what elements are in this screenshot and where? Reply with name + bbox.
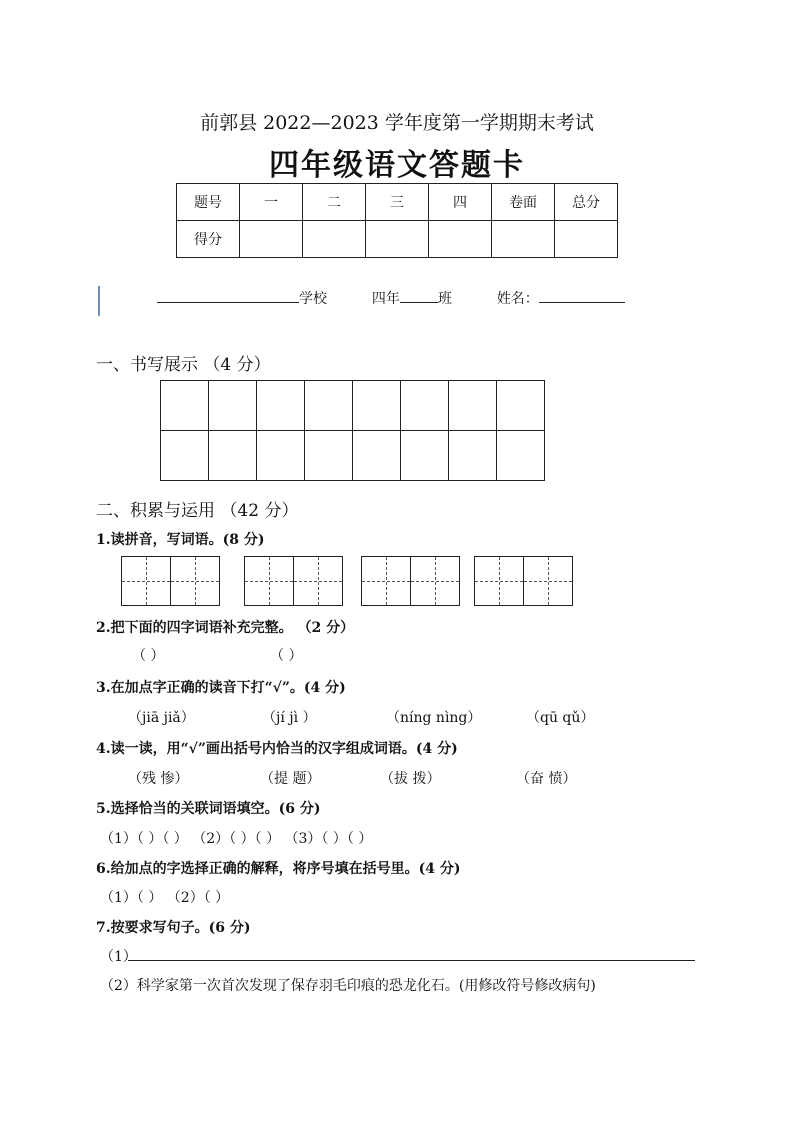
q4-option-4[interactable]: （奋 愤） xyxy=(516,771,577,787)
q7-title: 7.按要求写句子。(6 分) xyxy=(96,920,251,936)
q2-title: 2.把下面的四字词语补充完整。 （2 分） xyxy=(96,620,355,636)
page-title: 四年级语文答题卡 xyxy=(269,148,525,183)
score-header-cell: 四 xyxy=(429,184,492,221)
q6-answer-blanks[interactable]: （1）（ ） （2）（ ） xyxy=(100,890,230,906)
pinyin-box-4[interactable] xyxy=(474,556,573,606)
q6-title: 6.给加点的字选择正确的解释，将序号填在括号里。(4 分) xyxy=(96,861,461,877)
score-header-cell: 总分 xyxy=(555,184,618,221)
q3-option-2[interactable]: （jí jì ） xyxy=(262,710,317,726)
score-header-cell: 题号 xyxy=(177,184,240,221)
student-info-line xyxy=(157,288,625,308)
exam-subtitle: 前郭县 2022—2023 学年度第一学期期末考试 xyxy=(200,112,594,134)
q7-item-2: （2）科学家第一次首次发现了保存羽毛印痕的恐龙化石。(用修改符号修改病句) xyxy=(100,978,596,994)
school-label: 学校 xyxy=(299,291,327,307)
name-label: 姓名： xyxy=(496,291,539,307)
class-label: 班 xyxy=(437,291,452,307)
class-field[interactable] xyxy=(400,302,438,303)
section2-title: 二、积累与运用 （42 分） xyxy=(96,501,299,521)
pinyin-box-1[interactable] xyxy=(121,556,220,606)
score-cell[interactable] xyxy=(492,221,555,258)
q3-option-4[interactable]: （qū qǔ） xyxy=(526,710,595,726)
score-cell[interactable] xyxy=(555,221,618,258)
q2-blank-1[interactable]: （ ） xyxy=(132,648,165,664)
q4-option-3[interactable]: （拔 拨） xyxy=(380,771,441,787)
school-field[interactable] xyxy=(157,302,299,303)
q3-title: 3.在加点字正确的读音下打“√”。(4 分) xyxy=(96,680,346,696)
score-cell[interactable] xyxy=(240,221,303,258)
q4-option-1[interactable]: （残 惨） xyxy=(128,771,189,787)
grade-label: 四年 xyxy=(371,291,400,307)
pinyin-box-3[interactable] xyxy=(361,556,460,606)
name-field[interactable] xyxy=(539,302,625,303)
q1-title: 1.读拼音，写词语。(8 分) xyxy=(96,532,265,548)
score-header-cell: 一 xyxy=(240,184,303,221)
score-value-row xyxy=(177,221,618,258)
score-row-label: 得分 xyxy=(177,221,240,258)
answer-line[interactable] xyxy=(128,960,695,961)
score-cell[interactable] xyxy=(303,221,366,258)
section1-title: 一、书写展示 （4 分） xyxy=(96,355,271,375)
q2-blank-2[interactable]: （ ） xyxy=(270,648,303,664)
score-cell[interactable] xyxy=(366,221,429,258)
pinyin-box-2[interactable] xyxy=(244,556,343,606)
q7-item-1: （1） xyxy=(100,949,137,965)
score-table xyxy=(176,183,618,258)
score-header-row xyxy=(177,184,618,221)
q4-title: 4.读一读，用“√”画出括号内恰当的汉字组成词语。(4 分) xyxy=(96,741,458,757)
score-cell[interactable] xyxy=(429,221,492,258)
q5-answer-blanks[interactable]: （1）（ ）（ ） （2）（ ）（ ） （3）（ ）（ ） xyxy=(100,831,373,847)
q3-option-3[interactable]: （níng nìng） xyxy=(386,710,482,726)
score-header-cell: 二 xyxy=(303,184,366,221)
q4-option-2[interactable]: （提 题） xyxy=(260,771,321,787)
score-header-cell: 三 xyxy=(366,184,429,221)
q3-option-1[interactable]: （jiā jiǎ） xyxy=(128,710,195,726)
q5-title: 5.选择恰当的关联词语填空。(6 分) xyxy=(96,801,321,817)
margin-bar xyxy=(98,286,100,316)
handwriting-grid[interactable] xyxy=(160,380,545,481)
score-header-cell: 卷面 xyxy=(492,184,555,221)
